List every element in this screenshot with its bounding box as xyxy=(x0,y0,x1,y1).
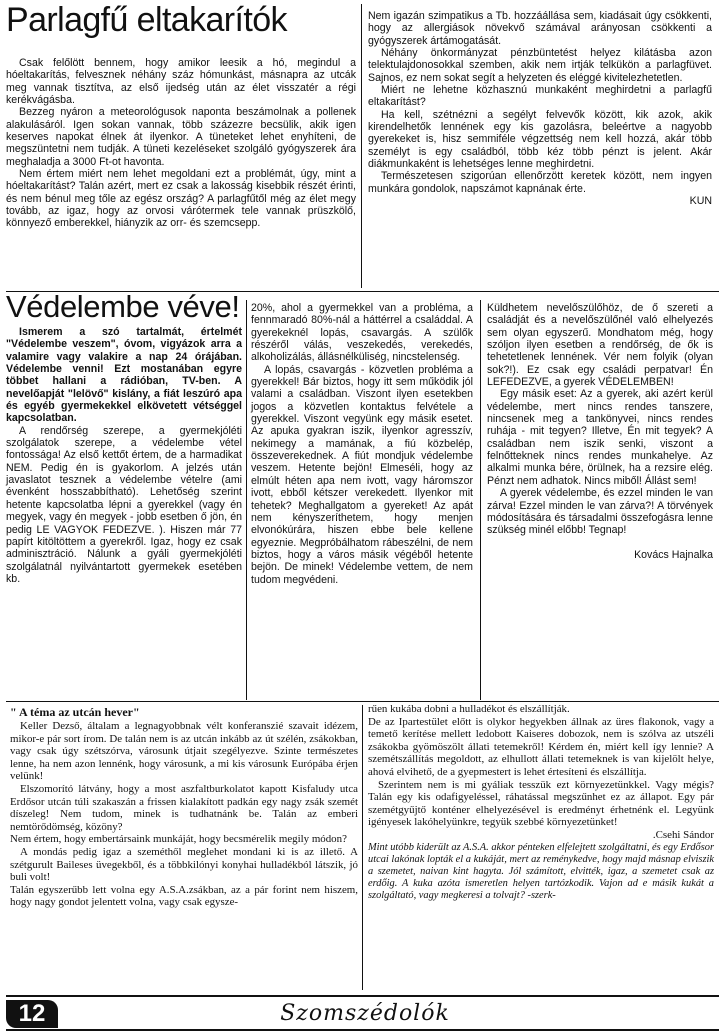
article2-paragraph: Küldhetem nevelőszülőhöz, de ő szereti a családját és a nevelőszülőnél való elhelyezés sem olyan egyszerű. Mondhatom még, hogy szóljon ilyen esetben a rendőrség, de ők is tehetetlenek lennének. Vér nem folyik (olyan sok?!). Ez csak egy családi perpatvar! Én LEFEDEZVE, a gyerek VÉDELEMBEN! xyxy=(487,302,713,389)
publication-title: Szomszédolók xyxy=(280,1001,450,1026)
article2-lead: Ismerem a szó tartalmát, értelmét "Védelembe veszem", óvom, vigyázok arra a valamire vagy valakire a nap 24 órájában. Védelembe venni! Ezt mostanában egyre többet hallani a rádióban, TV-ben. A nevelőapját "lelövő" kislány, a fiát leszúró apa és egyéb gyermekekkel elkövetett vétséggel kapcsolatban. xyxy=(6,326,242,425)
article2-paragraph: Egy másik eset: Az a gyerek, aki azért kerül védelembe, mert nincs rendes tanszere, nincsenek meg a tankönyvei, nincs rendes ruhája - mit tegyen? Illetve, Én mit tegyek? A családban nem iszik senki, viszont a felnőtteknek nincs rendes munkahelye. Az alkalmi munka bére, örülnek, ha a rezsire elég. Pénzt nem adhatok. Nincs miből! Állást sem! xyxy=(487,388,713,487)
article3-left-column xyxy=(10,705,358,909)
article1-paragraph: Miért ne lehetne közhasznú munkaként meghirdetni a parlagfű eltakarítást? xyxy=(368,84,712,109)
article2-paragraph: 20%, ahol a gyermekkel van a probléma, a fennmaradó 80%-nál a háttérrel a családdal. A gyerekeknél lopás, csavargás. A szülők részéről válás, veszekedés, verekedés, alkoholizálás, állásnélküliség, nincstelenség. xyxy=(251,302,473,364)
article3-right-column xyxy=(368,703,714,903)
article1-signature: KUN xyxy=(689,195,712,208)
article1-paragraph: Bezzeg nyáron a meteorológusok naponta beszámolnak a pollenek alakulásáról. Igen sokan vannak, több százezre becsülik, akik igen keserves napokat élnek át ilyenkor. A tüneteket lehet enyhíteni, de megszüntetni nem tudják. A tüneti kezeléseket szolgáló gyógyszerek ára meghaladja a 3000 Ft-ot havonta. xyxy=(6,106,356,168)
article1-paragraph: Természetesen szigorúan ellenőrzött keretek között, nem ingyen munkára gondolok, napszámot kapnának érte. xyxy=(368,170,712,195)
article2-col2 xyxy=(251,302,473,586)
column-divider xyxy=(480,300,481,700)
article3-paragraph: Keller Dezső, általam a legnagyobbnak vélt konferanszié szavait idézem, mikor-e pár sort írom. De talán nem is az utcán inkább az út szélén, zsákokban, vagy csak úgy szétszórva, városunk útjait szegélyezve. Szinte természetes lenne, ha nem azon lennénk, hogy városunk, a mi kis városunk Európába érjen velünk! xyxy=(10,720,358,783)
article2-paragraph: A lopás, csavargás - közvetlen probléma a gyerekkel! Bár biztos, hogy itt sem működik jól valami a családban. Viszont ilyen esetekben jogos a közvetlen kontaktus felvétele a gyerekkel. Viszont vegyünk egy másik esetet. Az apuka gyakran iszik, ilyenkor agresszív, nekimegy a mamának, a fiú közbelép, összeverekednek. A fiút mondjuk védelembe veszem. Hetente bejön! Elmeséli, hogy az elmúlt héten apa nem ivott, vagy háromszor ivott, ebből kétszer verekedett. Ilyenkor mit tehetek? Meghallgatom a gyereket! Az apát nem kényszeríthetem, hogy menjen elvonókúrára, hiszen ebbe bele kellene egyeznie. Megpróbálhatom rábeszélni, de nem biztos, hogy a város másik végéből hetente bejön. De minek! Védelembe vettem, de nem tudom megvédeni. xyxy=(251,363,473,586)
article3-paragraph: Nem értem, hogy embertársaink munkáját, hogy becsmérelik megily módon? xyxy=(10,833,347,846)
article1-paragraph: Nem igazán szimpatikus a Tb. hozzáállása sem, kiadásait úgy csökkenti, hogy az allergiások növekvő számával arányosan csökkenti a gyógyszerek ártámogatását. xyxy=(368,10,712,47)
section-divider xyxy=(6,701,719,702)
article2-col1 xyxy=(6,326,242,585)
column-divider xyxy=(362,705,363,990)
article3-editor-note: Mint utóbb kiderült az A.S.A. akkor pénteken elfelejtett szolgáltatni, és egy Erdősor utcai lakónak lopták el a kukáját, mert az reménykedve, hogy majd másnap elviszik a szemetet, naivan kint hagyta. Jól számított, elvitték, igaz, a szemetet csak az erdőig. A kuka azóta ismeretlen helyen tartózkodik. Vajon ad e másik kukát a szolgáltató, vagy megkeresi a tolvajt? -szerk- xyxy=(368,841,715,902)
article3-signature: .Csehi Sándor xyxy=(652,828,714,841)
article3-paragraph: Szerintem nem is mi gyáliak tesszük ezt környezetünkkel. Vagy mégis? Talán egy kis odafigyeléssel, ráhatással megszűnhet ez az állapot. Egy pár szemétgyűjtő konténer elhelyezésével is eredményt érhetnénk el. Legyünk igényesek lakóhelyünkre, tegyük szebbé környezetünket! xyxy=(368,778,714,829)
article2-title: Védelembe véve! xyxy=(6,289,240,324)
article3-title: " A téma az utcán hever" xyxy=(10,705,140,719)
article3-paragraph: Elszomorító látvány, hogy a most aszfaltburkolatot kapott Kisfaludy utca Erdősor utcán túli szakaszán a frissen kialakított padkán egy nagy zsák szemét díszeleg! Nem tudom, minek is tudhatnánk be. Talán az emberi nemtörődömség, közöny? xyxy=(10,782,358,833)
article1-right-column xyxy=(368,10,712,208)
article1-title: Parlagfű eltakarítók xyxy=(6,1,287,39)
article3-paragraph: Talán egyszerűbb lett volna egy A.S.A.zsákban, az a pár forint nem hiszem, hogy nagy gondot jelentett volna, vagy csak egysze- xyxy=(10,883,358,909)
article1-paragraph: Néhány önkormányzat pénzbüntetést helyez kilátásba azon telektulajdonosokkal szemben, akik nem irtják telkükön a parlagfüvet. Sajnos, ez nem sokat segít a helyzeten és eléggé kivitelezhetetlen. xyxy=(368,47,712,84)
column-divider xyxy=(361,4,362,288)
footer-rule xyxy=(6,995,719,997)
article3-paragraph: De az Ipartestület előtt is olykor hegyekben állnak az üres flakonok, vagy a temető kerítése mellett ledobott Kaiseres dobozok, nem is szólva az utszéli zsákokba gyömöszölt állati tetemekről! Kérdem én, miért kell így lennie? A szemétszállítás megoldott, az elhullott állati tetemeknek is van kijelölt helye, ahová elvihető, de a gyepmestert is lehet értesíteni és elszállítja. xyxy=(368,715,714,778)
article2-paragraph: A rendőrség szerepe, a gyermekjóléti szolgálatok szerepe, a védelembe vétel fontossága! Az első kettőt értem, de a harmadikat NEM. Pedig én is gyakorlom. A jelzés után javaslatot tesznek a védelembe vételre (ami évenként hosszabbítható). Lehetőség szerint hetente kapcsolatba lépni a gyerekkel (vagy én megyek, vagy én megyek - jobb esetben ő jön, én pedig LE VAGYOK FEDEZVE. ). Hiszen már 77 papírt kitöltöttem a gyerekről. Igaz, hogy ez csak adminisztráció. Nálunk a gyáli gyermekjóléti szolgálatnál nyilvántartott gyermekek esetében kb. xyxy=(6,424,242,585)
article1-paragraph: Ha kell, szétnézni a segélyt felvevők között, kik azok, akik kirendelhetők lennének egy kis gazolásra, beleértve a nagyobb gyerekeket is, hisz semmiféle végzettség nem kell hozzá, akár több személyt is egy családból, több kéz több pénzt is jelent. Akár diákmunkaként is lehetséges lenne meghirdetni. xyxy=(368,108,712,171)
article2-paragraph: A gyerek védelembe, és ezzel minden le van zárva! Ezzel minden le van zárva?! A törvények módosítására és társadalmi összefogásra lenne szükség minél előbb! Tegnap! xyxy=(487,487,713,537)
article3-paragraph: rűen kukába dobni a hulladékot és elszállítják. xyxy=(368,703,570,715)
page-number: 12 xyxy=(6,1000,58,1028)
article2-signature: Kovács Hajnalka xyxy=(634,548,713,561)
column-divider xyxy=(246,300,247,700)
article1-left-column xyxy=(6,57,356,230)
footer-rule xyxy=(6,1029,719,1031)
article1-paragraph: Nem értem miért nem lehet megoldani ezt a problémát, úgy, mint a hóeltakarítást? Talán azért, mert ez csak a lakosság kisebbik részét érinti, és nem bénul meg tőle az egész ország? A parlagfűtől még az élet megy tovább, az igaz, hogy az orvosi várótermek tele vannak prüszkölő, könnyező emberekkel, hiányzik az orr- és szemcsepp. xyxy=(6,168,356,230)
article2-col3 xyxy=(487,302,713,561)
article3-paragraph: A mondás pedig igaz a szeméthől meglehet mondani ki is az illető. A szétgurult Baileses üvegekből, és a többkilónyi konyhai hulladékból látszik, jó buli volt! xyxy=(10,845,358,884)
article1-paragraph: Csak felőlött bennem, hogy amikor leesik a hó, megindul a hóeltakarítás, felvesznek néhány száz hómunkást, másnapra az utcák meg vannak tisztítva, az első ijedség után az élet visszatér a régi kerékvágásba. xyxy=(6,57,356,107)
